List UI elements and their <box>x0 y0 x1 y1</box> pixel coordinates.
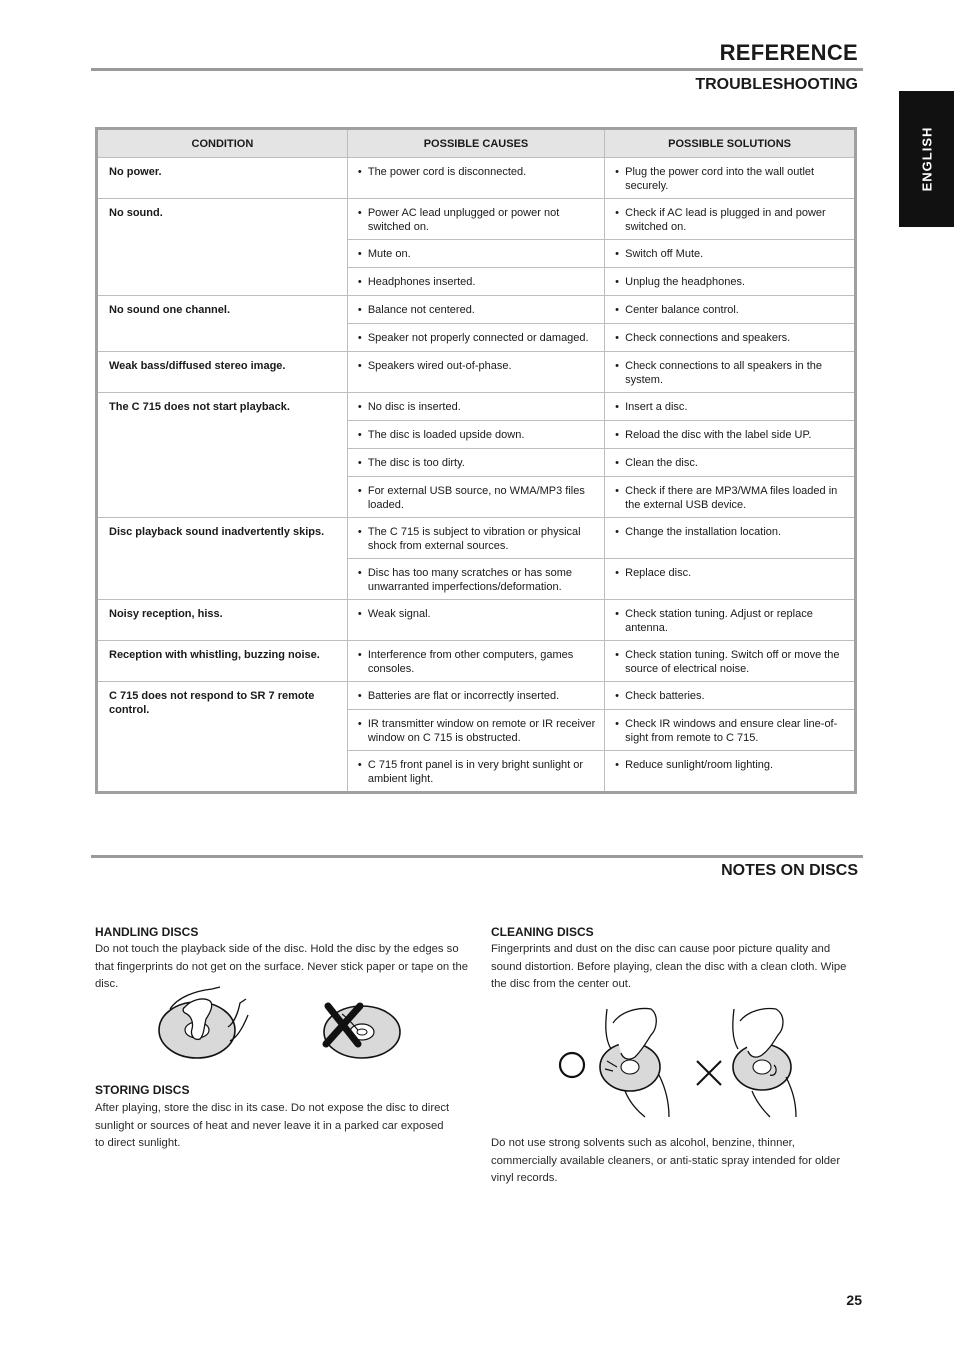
solution-text: Unplug the headphones. <box>625 276 746 288</box>
cause-bullet-item <box>358 758 596 786</box>
solution-cell <box>605 477 856 518</box>
cause-cell <box>347 296 604 324</box>
storing-text: After playing, store the disc in its case. Do not expose the disc to direct sunlight or sources of heat and never leave it in a parked car exposed to direct sunlight. <box>95 1102 450 1149</box>
cause-text: Speakers wired out-of-phase. <box>367 360 512 372</box>
bullet-icon: • <box>615 360 619 372</box>
cause-text: C 715 front panel is in very bright sunlight or ambient light. <box>367 759 584 785</box>
cause-bullet-item <box>358 689 596 703</box>
solution-bullet-item <box>615 247 846 261</box>
cause-bullet-item <box>358 484 596 512</box>
solution-cell <box>605 641 856 682</box>
bullet-icon: • <box>615 248 619 260</box>
solution-cell <box>605 600 856 641</box>
column-header-solutions: POSSIBLE SOLUTIONS <box>605 129 856 158</box>
bullet-icon: • <box>357 718 362 730</box>
cause-text: Disc has too many scratches or has some unwarranted imperfections/deformation. <box>367 567 573 593</box>
condition-cell: C 715 does not respond to SR 7 remote control. <box>97 682 348 793</box>
condition-cell: Noisy reception, hiss. <box>97 600 348 641</box>
cause-cell <box>347 477 604 518</box>
bullet-icon: • <box>357 608 362 620</box>
solution-cell <box>605 352 856 393</box>
solution-cell <box>605 421 856 449</box>
cause-cell <box>347 710 604 751</box>
bullet-icon: • <box>357 276 362 288</box>
cause-text: The C 715 is subject to vibration or physical shock from external sources. <box>367 526 581 552</box>
cause-text: IR transmitter window on remote or IR receiver window on C 715 is obstructed. <box>367 718 596 744</box>
condition-cell: No sound. <box>97 199 348 296</box>
condition-cell: No sound one channel. <box>97 296 348 352</box>
language-tab <box>899 91 954 227</box>
cause-cell <box>347 199 604 240</box>
cause-cell <box>347 559 604 600</box>
section-title-notes: NOTES ON DISCS <box>721 862 858 879</box>
condition-cell: No power. <box>97 158 348 199</box>
cause-cell <box>347 518 604 559</box>
cause-bullet-item <box>358 456 596 470</box>
bullet-icon: • <box>357 304 362 316</box>
solution-bullet-item <box>615 400 846 414</box>
table-row <box>97 518 856 559</box>
table-row <box>97 199 856 240</box>
solution-cell <box>605 518 856 559</box>
cause-bullet-item <box>358 400 596 414</box>
cause-bullet-item <box>358 525 596 553</box>
bullet-icon: • <box>615 457 619 469</box>
bullet-icon: • <box>615 332 619 344</box>
cause-bullet-item <box>358 717 596 745</box>
table-row <box>97 600 856 641</box>
solution-text: Check batteries. <box>625 690 705 702</box>
solution-bullet-item <box>615 648 846 676</box>
cause-cell <box>347 641 604 682</box>
cause-bullet-item <box>358 428 596 442</box>
bullet-icon: • <box>615 608 619 620</box>
solution-bullet-item <box>615 689 846 703</box>
solution-text: Replace disc. <box>625 567 692 579</box>
solution-bullet-item <box>615 359 846 387</box>
column-header-causes: POSSIBLE CAUSES <box>347 129 604 158</box>
table-row <box>97 682 856 710</box>
bullet-icon: • <box>357 690 362 702</box>
language-tab-label: ENGLISH <box>919 126 934 192</box>
cause-text: Mute on. <box>367 248 411 260</box>
solution-text: Check connections and speakers. <box>625 332 791 344</box>
condition-cell: Weak bass/diffused stereo image. <box>97 352 348 393</box>
cause-bullet-item <box>358 275 596 289</box>
bullet-icon: • <box>357 526 362 538</box>
solution-text: Center balance control. <box>625 304 739 316</box>
solution-bullet-item <box>615 428 846 442</box>
solution-bullet-item <box>615 525 846 539</box>
cause-bullet-item <box>358 331 596 345</box>
bullet-icon: • <box>357 166 362 178</box>
cause-cell <box>347 352 604 393</box>
bullet-icon: • <box>615 567 619 579</box>
cause-text: No disc is inserted. <box>367 401 461 413</box>
cleaning-text: Fingerprints and dust on the disc can cause poor picture quality and sound distortion. Before playing, clean the disc with a clean cloth. Wipe the disc from the center out. <box>491 943 847 990</box>
solution-cell <box>605 559 856 600</box>
cleaning-correct-illustration <box>555 1005 685 1120</box>
solution-bullet-item <box>615 758 846 772</box>
cause-cell <box>347 751 604 793</box>
cause-text: Interference from other computers, games consoles. <box>367 649 574 675</box>
table-row <box>97 296 856 324</box>
solution-cell <box>605 158 856 199</box>
cause-text: Headphones inserted. <box>367 276 476 288</box>
cause-text: Weak signal. <box>367 608 431 620</box>
bullet-icon: • <box>615 485 619 497</box>
solution-cell <box>605 296 856 324</box>
cause-text: Balance not centered. <box>367 304 475 316</box>
bullet-icon: • <box>615 401 619 413</box>
solution-bullet-item <box>615 566 846 580</box>
bullet-icon: • <box>615 207 619 219</box>
cause-cell <box>347 393 604 421</box>
table-row <box>97 158 856 199</box>
bullet-icon: • <box>357 207 362 219</box>
solution-text: Check IR windows and ensure clear line-of-sight from remote to C 715. <box>625 718 838 744</box>
solution-bullet-item <box>615 206 846 234</box>
cleaning-incorrect-illustration <box>690 1005 805 1120</box>
solvents-text: Do not use strong solvents such as alcohol, benzine, thinner, commercially available cleaners, or anti-static spray intended for older vinyl records. <box>491 1137 841 1184</box>
solution-text: Insert a disc. <box>625 401 688 413</box>
cause-bullet-item <box>358 165 596 179</box>
solution-bullet-item <box>615 717 846 745</box>
cause-cell <box>347 240 604 268</box>
cause-bullet-item <box>358 566 596 594</box>
bullet-icon: • <box>357 759 362 771</box>
solution-cell <box>605 710 856 751</box>
solution-text: Check station tuning. Switch off or move the source of electrical noise. <box>625 649 840 675</box>
bullet-icon: • <box>615 429 619 441</box>
bullet-icon: • <box>615 759 619 771</box>
cause-cell <box>347 324 604 352</box>
cause-text: The disc is loaded upside down. <box>367 429 525 441</box>
solution-cell <box>605 268 856 296</box>
column-header-condition: CONDITION <box>97 129 348 158</box>
handling-correct-illustration <box>150 985 255 1063</box>
solution-text: Check connections to all speakers in the system. <box>625 360 823 386</box>
bullet-icon: • <box>615 166 619 178</box>
cause-text: Batteries are flat or incorrectly inserted. <box>367 690 560 702</box>
handling-incorrect-illustration <box>318 1000 404 1062</box>
cause-bullet-item <box>358 607 596 621</box>
cause-bullet-item <box>358 648 596 676</box>
header-rule <box>91 68 863 71</box>
handling-text: Do not touch the playback side of the disc. Hold the disc by the edges so that fingerprints do not get on the surface. Never stick paper or tape on the disc. <box>95 943 469 990</box>
solution-text: Check if AC lead is plugged in and power switched on. <box>625 207 826 233</box>
bullet-icon: • <box>615 718 619 730</box>
section-title-troubleshooting: TROUBLESHOOTING <box>695 76 858 93</box>
table-row <box>97 352 856 393</box>
cause-text: For external USB source, no WMA/MP3 files loaded. <box>367 485 585 511</box>
bullet-icon: • <box>357 429 362 441</box>
bullet-icon: • <box>357 248 362 260</box>
solution-cell <box>605 393 856 421</box>
cause-cell <box>347 158 604 199</box>
bullet-icon: • <box>615 649 619 661</box>
solution-text: Check station tuning. Adjust or replace antenna. <box>625 608 813 634</box>
solution-bullet-item <box>615 331 846 345</box>
bullet-icon: • <box>357 360 362 372</box>
solution-bullet-item <box>615 275 846 289</box>
cause-bullet-item <box>358 247 596 261</box>
solution-cell <box>605 324 856 352</box>
notes-rule <box>91 855 863 858</box>
bullet-icon: • <box>615 526 619 538</box>
storing-heading: STORING DISCS <box>95 1083 190 1097</box>
cleaning-heading: CLEANING DISCS <box>491 925 594 939</box>
solution-cell <box>605 199 856 240</box>
bullet-icon: • <box>357 332 362 344</box>
bullet-icon: • <box>615 276 619 288</box>
solution-cell <box>605 751 856 793</box>
solution-text: Change the installation location. <box>625 526 782 538</box>
cause-cell <box>347 449 604 477</box>
cause-text: The power cord is disconnected. <box>367 166 527 178</box>
bullet-icon: • <box>357 401 362 413</box>
cause-bullet-item <box>358 303 596 317</box>
solution-cell <box>605 682 856 710</box>
bullet-icon: • <box>357 485 362 497</box>
solution-bullet-item <box>615 484 846 512</box>
bullet-icon: • <box>615 304 619 316</box>
solution-bullet-item <box>615 456 846 470</box>
solution-bullet-item <box>615 303 846 317</box>
cause-text: The disc is too dirty. <box>367 457 465 469</box>
cause-text: Speaker not properly connected or damaged. <box>367 332 589 344</box>
solution-text: Plug the power cord into the wall outlet securely. <box>625 166 815 192</box>
solution-bullet-item <box>615 607 846 635</box>
solution-text: Reload the disc with the label side UP. <box>625 429 812 441</box>
bullet-icon: • <box>615 690 619 702</box>
condition-cell: The C 715 does not start playback. <box>97 393 348 518</box>
cause-cell <box>347 600 604 641</box>
table-body <box>97 158 856 793</box>
solution-text: Check if there are MP3/WMA files loaded in the external USB device. <box>625 485 838 511</box>
cause-cell <box>347 421 604 449</box>
page-title: REFERENCE <box>719 40 858 65</box>
troubleshooting-table <box>95 127 857 794</box>
solution-cell <box>605 449 856 477</box>
bullet-icon: • <box>357 457 362 469</box>
bullet-icon: • <box>357 649 362 661</box>
bullet-icon: • <box>357 567 362 579</box>
handling-heading: HANDLING DISCS <box>95 925 199 939</box>
condition-cell: Reception with whistling, buzzing noise. <box>97 641 348 682</box>
solution-bullet-item <box>615 165 846 193</box>
solution-text: Reduce sunlight/room lighting. <box>625 759 774 771</box>
table-header-row <box>97 129 856 158</box>
cause-bullet-item <box>358 359 596 373</box>
table-row <box>97 641 856 682</box>
solution-text: Switch off Mute. <box>625 248 704 260</box>
solution-cell <box>605 240 856 268</box>
cause-cell <box>347 682 604 710</box>
page-number: 25 <box>846 1292 862 1308</box>
table-row <box>97 393 856 421</box>
cause-bullet-item <box>358 206 596 234</box>
cause-text: Power AC lead unplugged or power not switched on. <box>367 207 560 233</box>
condition-cell: Disc playback sound inadvertently skips. <box>97 518 348 600</box>
solution-text: Clean the disc. <box>625 457 698 469</box>
cause-cell <box>347 268 604 296</box>
